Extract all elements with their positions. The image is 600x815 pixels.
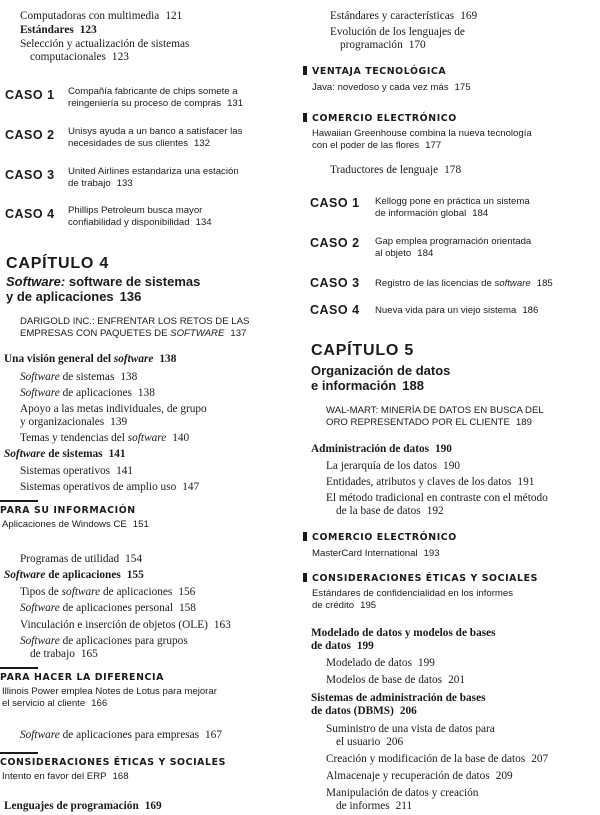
case-label: CASO 3 — [5, 168, 55, 182]
section-rule — [0, 667, 38, 669]
toc-entry: Sistemas operativos 141 — [20, 465, 134, 477]
section-marker — [303, 532, 307, 541]
toc-entry: Software de sistemas 138 — [20, 371, 138, 383]
case-label: CASO 1 — [5, 88, 55, 102]
toc-entry: Software de aplicaciones 138 — [20, 387, 155, 399]
toc-entry: Programas de utilidad 154 — [20, 553, 143, 565]
toc-entry: de la base de datos 192 — [336, 505, 444, 517]
chapter-title: Software: software de sistemas — [6, 274, 201, 289]
toc-entry: Vinculación e inserción de objetos (OLE) 163 — [20, 619, 231, 631]
toc-entry: Computadoras con multimedia 121 — [20, 10, 183, 22]
feature-box-heading: PARA SU INFORMACIÓN — [0, 505, 136, 516]
chapter-label: CAPÍTULO 5 — [311, 342, 415, 359]
chapter-opening-case: WAL-MART: MINERÍA DE DATOS EN BUSCA DEL ORO REPRESENTADO POR EL CLIENTE 189 — [326, 405, 544, 428]
chapter-title: Organización de datos — [311, 363, 451, 378]
chapter-opening-case: DARIGOLD INC.: ENFRENTAR LOS RETOS DE LAS EMPRESAS CON PAQUETES DE SOFTWARE 137 — [20, 316, 250, 339]
toc-entry: Modelos de base de datos 201 — [326, 674, 466, 686]
feature-box-heading: CONSIDERACIONES ÉTICAS Y SOCIALES — [312, 573, 538, 584]
toc-entry: Sistemas de administración de bases — [311, 692, 486, 704]
toc-entry: Modelado de datos 199 — [326, 657, 435, 669]
chapter-title-line2: y de aplicaciones 136 — [6, 289, 142, 304]
toc-entry: Software de aplicaciones para grupos — [20, 635, 188, 647]
toc-entry: Evolución de los lenguajes de — [330, 26, 465, 38]
case-label: CASO 3 — [310, 276, 360, 290]
toc-entry: de datos (DBMS) 206 — [311, 705, 417, 717]
toc-entry: de trabajo 165 — [30, 648, 98, 660]
section-rule — [0, 752, 38, 754]
feature-box-entry: Estándares de confidencialidad en los informes de crédito 195 — [312, 588, 514, 611]
case-description: Gap emplea programación orientada al objeto 184 — [375, 236, 532, 259]
case-description: Compañía fabricante de chips somete a reingeniería su proceso de compras 131 — [68, 86, 244, 109]
case-description: Unisys ayuda a un banco a satisfacer las necesidades de sus clientes 132 — [68, 126, 243, 149]
case-label: CASO 2 — [5, 128, 55, 142]
toc-entry: Temas y tendencias del software 140 — [20, 432, 190, 444]
case-description: Registro de las licencias de software 185 — [375, 278, 553, 289]
toc-entry: Una visión general del software 138 — [4, 353, 177, 365]
toc-entry: Entidades, atributos y claves de los datos 191 — [326, 476, 535, 488]
toc-entry: Estándares y características 169 — [330, 10, 478, 22]
toc-entry: y organizacionales 139 — [20, 416, 128, 428]
case-label: CASO 1 — [310, 196, 360, 210]
toc-entry: Administración de datos 190 — [311, 443, 452, 455]
toc-entry: Manipulación de datos y creación — [326, 787, 479, 799]
toc-entry: Software de aplicaciones para empresas 167 — [20, 729, 222, 741]
feature-box-heading: VENTAJA TECNOLÓGICA — [312, 66, 447, 77]
case-label: CASO 4 — [5, 207, 55, 221]
toc-entry: Software de aplicaciones 155 — [4, 569, 144, 581]
case-label: CASO 2 — [310, 236, 360, 250]
section-rule — [0, 500, 38, 502]
toc-entry: el usuario 206 — [336, 736, 404, 748]
case-description: Nueva vida para un viejo sistema 186 — [375, 305, 539, 316]
toc-entry: computacionales 123 — [30, 51, 129, 63]
feature-box-heading: PARA HACER LA DIFERENCIA — [0, 672, 164, 683]
feature-box-heading: COMERCIO ELECTRÓNICO — [312, 532, 457, 543]
toc-entry: Sistemas operativos de amplio uso 147 — [20, 481, 200, 493]
feature-box-entry: Intento en favor del ERP 168 — [2, 771, 129, 782]
toc-entry: Lenguajes de programación 169 — [4, 800, 162, 812]
case-description: Kellogg pone en práctica un sistema de información global 184 — [375, 196, 530, 219]
toc-entry: Selección y actualización de sistemas — [20, 38, 190, 50]
toc-entry: Tipos de software de aplicaciones 156 — [20, 586, 196, 598]
toc-entry: El método tradicional en contraste con el método — [326, 492, 548, 504]
feature-box-heading: COMERCIO ELECTRÓNICO — [312, 113, 457, 124]
case-description: Phillips Petroleum busca mayor confiabilidad y disponibilidad 134 — [68, 205, 212, 228]
feature-box-entry: Hawaiian Greenhouse combina la nueva tecnología con el poder de las flores 177 — [312, 128, 532, 151]
feature-box-heading: CONSIDERACIONES ÉTICAS Y SOCIALES — [0, 757, 226, 768]
toc-entry: Modelado de datos y modelos de bases — [311, 627, 496, 639]
feature-box-entry: Java: novedoso y cada vez más 175 — [312, 82, 471, 93]
toc-entry: de datos 199 — [311, 640, 374, 652]
toc-entry: Traductores de lenguaje 178 — [330, 164, 462, 176]
toc-entry: de informes 211 — [336, 800, 413, 812]
chapter-title-line2: e información 188 — [311, 378, 424, 393]
case-description: United Airlines estandariza una estación de trabajo 133 — [68, 166, 239, 189]
chapter-label: CAPÍTULO 4 — [6, 255, 110, 272]
feature-box-entry: Illinois Power emplea Notes de Lotus para mejorar el servicio al cliente 166 — [2, 686, 217, 709]
toc-entry: Creación y modificación de la base de datos 207 — [326, 753, 549, 765]
section-marker — [303, 113, 307, 122]
toc-entry: Estándares 123 — [20, 24, 97, 36]
feature-box-entry: Aplicaciones de Windows CE 151 — [2, 519, 149, 530]
section-marker — [303, 66, 307, 75]
section-marker — [303, 573, 307, 582]
case-label: CASO 4 — [310, 303, 360, 317]
toc-entry: La jerarquía de los datos 190 — [326, 460, 460, 472]
toc-entry: Software de sistemas 141 — [4, 448, 126, 460]
feature-box-entry: MasterCard International 193 — [312, 548, 440, 559]
toc-entry: Suministro de una vista de datos para — [326, 723, 495, 735]
toc-entry: Software de aplicaciones personal 158 — [20, 602, 196, 614]
toc-entry: Apoyo a las metas individuales, de grupo — [20, 403, 207, 415]
toc-entry: programación 170 — [340, 39, 426, 51]
toc-entry: Almacenaje y recuperación de datos 209 — [326, 770, 513, 782]
